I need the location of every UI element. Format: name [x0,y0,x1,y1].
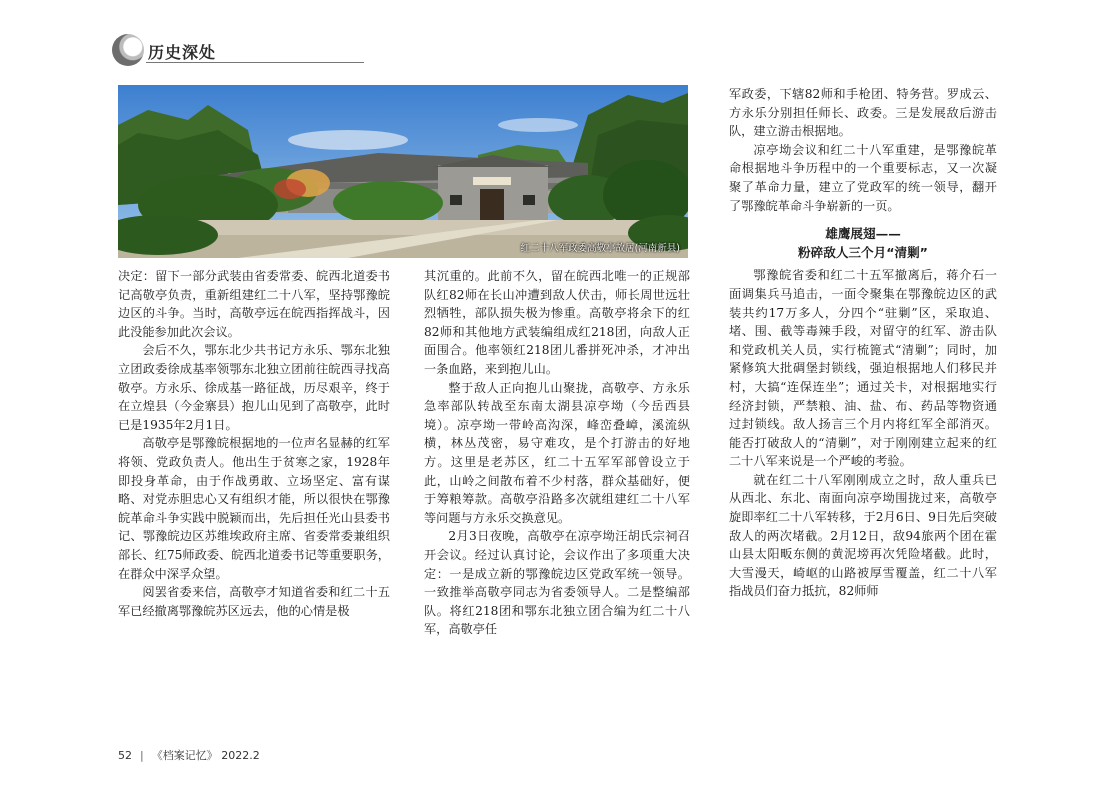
text-column-1 [118,267,390,735]
paragraph: 就在红二十八军刚刚成立之时，敌人重兵已从西北、东北、南面向凉亭坳围拢过来，高敬亭旋即率红二十八军转移，于2月6日、9日先后突破敌人的两次堵截。2月12日，敌94旅两个团在霍山县太阳畈东侧的黄泥塝再次凭险堵截。此时，大雪漫天，崎岖的山路被厚雪覆盖，红二十八军指战员们奋力抵抗，82师师 [729,472,997,599]
section-header [112,34,262,66]
page-footer [118,747,260,763]
paragraph: 其沉重的。此前不久，留在皖西北唯一的正规部队红82师在长山冲遭到敌人伏击，师长周世远壮烈牺牲，部队损失极为惨重。高敬亭将余下的红82师和其他地方武装编组成红218团，向敌人正面围合。他率领红218团儿番拼死冲杀，才冲出一条血路，来到抱儿山。 [424,269,690,376]
subheading [729,225,997,262]
magazine-name: 《档案记忆》 [151,749,218,762]
text-column-3 [729,85,997,735]
paragraph: 阅罢省委来信，高敬亭才知道省委和红二十五军已经撤离鄂豫皖苏区远去，他的心情是极 [118,585,390,618]
photo-caption: 红二十八军政委高敬亭故居(河南新县) [520,243,680,254]
paragraph: 鄂豫皖省委和红二十五军撤离后，蒋介石一面调集兵马追击，一面令聚集在鄂豫皖边区的武装共约17万多人，分四个“驻剿”区，采取追、堵、围、截等毒辣手段，对留守的红军、游击队和党政机关人员，实行梳篦式“清剿”；同时，加紧修筑大批碉堡封锁线，强迫根据地人们移民并村，大搞“连保连坐”；通过关卡，对根据地实行经济封锁，严禁粮、油、盐、布、药品等物资通过封锁线。敌人扬言三个月内将红军全部消灭。能否打破敌人的“清剿”，对于刚刚建立起来的红二十八军来说是一个严峻的考验。 [729,268,997,469]
footer-divider: | [140,749,144,762]
paragraph: 决定：留下一部分武装由省委常委、皖西北道委书记高敬亭负责，重新组建红二十八军，坚持鄂豫皖边区的斗争。当时，高敬亭远在皖西指挥战斗，因此没能参加此次会议。 [118,269,390,339]
header-rule [146,62,364,63]
paragraph: 整于敌人正向抱儿山聚拢，高敬亭、方永乐急率部队转战至东南太湖县凉亭坳（今岳西县境）。凉亭坳一带岭高沟深，峰峦叠嶂，溪流纵横，林丛茂密，易守难攻，是个打游击的好地方。这里是老苏区，红二十五军军部曾设立于此，山岭之间散布着不少村落，群众基础好，便于筹粮筹款。高敬亭沿路多次就组建红二十八军等问题与方永乐交换意见。 [424,380,690,525]
paragraph: 军政委，下辖82师和手枪团、特务营。罗成云、方永乐分别担任师长、政委。三是发展敌后游击队，建立游击根据地。 [729,87,997,139]
section-title: 历史深处 [148,43,217,62]
issue-number: 2022.2 [221,749,260,762]
text-column-2 [424,267,690,735]
paragraph: 2月3日夜晚，高敬亭在凉亭坳汪胡氏宗祠召开会议。经过认真讨论，会议作出了多项重大决定：一是成立新的鄂豫皖边区党政军统一领导。一致推举高敬亭同志为省委领导人。二是整编部队。将红218团和鄂东北独立团合编为红二十八军，高敬亭任 [424,529,690,637]
subheading-line-2: 粉碎敌人三个月“清剿” [798,244,928,260]
paragraph: 高敬亭是鄂豫皖根据地的一位声名显赫的红军将领、党政负责人。他出生于贫寒之家，1928年即投身革命，由于作战勇敢、立场坚定、富有谋略、对党赤胆忠心又有组织才能，所以很快在鄂豫皖革命斗争实践中脱颖而出，先后担任光山县委书记、鄂豫皖边区苏维埃政府主席、省委常委兼组织部长、红75师政委、皖西北道委书记等重要职务，在群众中深孚众望。 [118,436,390,581]
page-number: 52 [118,749,132,762]
section-logo-icon [112,34,144,66]
paragraph: 会后不久，鄂东北少共书记方永乐、鄂东北独立团政委徐成基率领鄂东北独立团前往皖西寻找高敬亭。方永乐、徐成基一路征战，历尽艰辛，终于在立煌县（今金寨县）抱儿山见到了高敬亭，此时已是1935年2月1日。 [118,343,390,432]
paragraph: 凉亭坳会议和红二十八军重建，是鄂豫皖革命根据地斗争历程中的一个重要标志，又一次凝聚了革命力量，建立了党政军的统一领导，翻开了鄂豫皖革命斗争崭新的一页。 [729,142,997,213]
subheading-line-1: 雄鹰展翅—— [825,226,901,242]
residence-photo [118,85,688,258]
photo-former-residence [118,85,688,258]
